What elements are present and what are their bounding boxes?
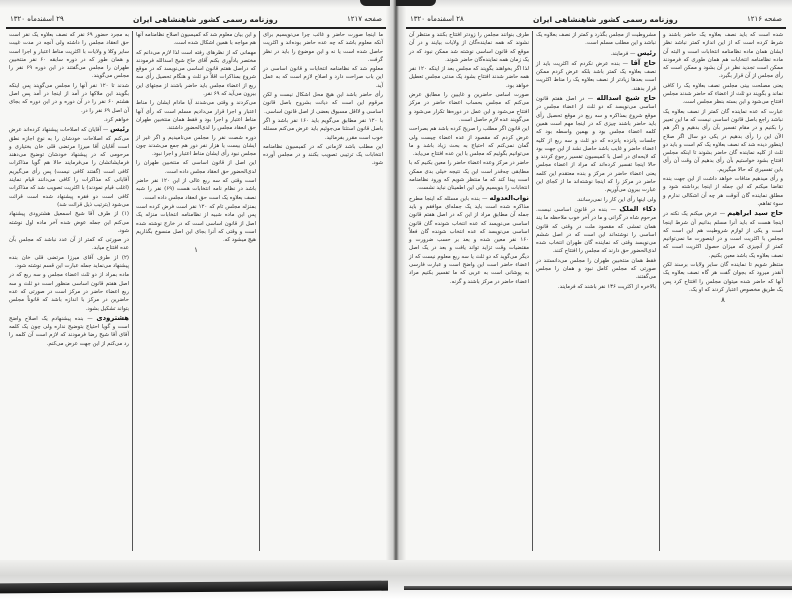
paragraph [136,49,256,99]
speaker-name: حاج شیخ اسدالله [596,94,656,103]
speaker-name: نواب‌العدوله [489,193,529,202]
page-number: ۱ [194,246,198,255]
scan-shadow [400,0,792,8]
paragraph-text: یعنی مصلحت بینی مجلس نصف بعلاوه یک را کافی نماند و بگویند دو ثلث از اعضاء که حاضر شدند مجلس افتتاح می‌شود و این بسته بنظر مجلس است. [663,82,783,106]
paragraph: حاج سید ابراهیم — عرض میکنم یک نکته در اینجا هست که باید آنرا مسلم بدانیم آن شرط اینجا است و یکی از لوازم شروطیت هم این است که مجلس با اکثریت است و در اینصورت ما نمی‌توانیم کمتر از آنچیزی که میزان حصول اکثریت است که نصف بعلاوه یک باشد معین بکنیم. [663,209,783,259]
column [133,31,260,551]
scan-edge [396,0,436,6]
paragraph [663,82,783,107]
paragraph [136,134,256,159]
scan-shadow [0,0,392,8]
column [533,31,660,551]
paragraph-text: و این بیان معلوم شد که کمیسیون اصلاح نظامنامه آنها هم مواجه با همین اشکال شده است. [136,32,256,47]
column [6,31,133,551]
paragraph-text: بنده عرض نکردم که اکثریت باید از نصف بعلاوه یک کمتر باشد بلکه عرض کردم ممکن است بعدها زیادتر از نصف بعلاوه یک را مناط اکثریت قرار بدهند. [536,60,656,92]
column [660,31,786,551]
paragraph-text: (۲) از طرف آقای میرزا مرتضی قلی خان بنده پیشنهاد می‌نماید جمله عبارت این قسم نوشته شود. [9,254,129,270]
speaker-name: حاج سید ابراهیم [727,209,783,218]
paragraph-text: این قانون اگر مطلب را صریح کرده باشد هم بصراحت عرض کردم که مقصود از عده اعضاء چیست ولی گمان نمی‌کنم که احتیاج به بحث زیاد باشد و ما می‌توانیم بگوئیم که مجلس با این عده افتتاح می‌یابد. [408,126,529,158]
paragraph [409,125,529,158]
paragraph-text: ماده بمراد از دو ثلث اعضاء مجلس و سه ربع که در اصل هفتم قانون اساسی منظور است دو ثلث و سه ربع اعضاء حاضر در مرکز است در صورتی که عده حاضرین در مرکز با اندازه باشد که قانوناً مجلس بتواند تشکیل بشود. [9,272,129,312]
paragraph: رئیس — فرمایند. [610,48,656,57]
right-page-header [406,12,786,26]
paragraph [9,210,129,235]
scan-edge [360,0,390,6]
speaker-name: هشترودی [96,313,129,322]
paragraph [263,65,383,90]
paragraph-text: معلوم شد که نظامنامه انتخابات و قانون اساسی در این باب صراحت دارد و اصلاح لازم است که به عمل آید. [263,66,383,89]
column [260,31,386,551]
speaker-name: رئیس [110,125,129,134]
paragraph [536,31,656,48]
paragraph [136,177,256,202]
paragraph [136,203,256,244]
paragraph: حاج آقا — بنده عرض نکردم که اکثریت باید از نصف بعلاوه یک کمتر باشد بلکه عرض کردم ممکن است بعدها زیادتر از نصف بعلاوه یک را مناط اکثریت قرار بدهند. [536,58,656,92]
book-gutter [386,0,406,599]
paragraph-text: خواهم کرد. [103,116,129,123]
paragraph [9,254,129,271]
paragraph-text: به مجرد حضور ۶۹ نفر که نصف بعلاوه یک نفر است حق انعقاد مجلس را داشته ولی آنچه در مدت غیبت سایر وکلا و ولایات با اکثریت مناط اعتبار و اجرا است و همان طور که در دوره سابقه ۶۰ نفر منتخبین طهران را مجلس می‌گفتند در این دوره ۶۹ نفر را مجلس می‌گویند. [9,32,130,80]
paragraph [536,283,656,291]
paragraph-text: عرض میکنم یک نکته در اینجا هست که باید آنرا مسلم بدانیم آن شرط اینجا است و یکی از لوازم شروطیت هم این است که مجلس با اکثریت است و در اینصورت ما نمی‌توانیم کمتر از آنچیزی که میزان حصول اکثریت است که نصف بعلاوه یک باشد معین بکنیم. [663,211,783,259]
column [406,31,533,551]
paragraph-text: این اصل از قانون اساسی که منتخبین طهران را لدی‌الحضور حق انعقاد مجلس داده است. [136,160,256,175]
issue-date: ۲۸ اسفندماه ۱۳۲۰ [410,15,464,23]
page-bottom-margin [0,560,792,599]
paragraph-text: عبارت که عده نماینده گان کمتر از نصف بعلاوه یک نباشد راجع باصل قانون اساسی نیست که ما این تعبیر را بکنیم و در مقام تفسیر بآن رأی بدهیم و اگر هم الآن این را رأی بدهیم در یکی دو سال اگر صلاح اینطور دیده شد که نصف بعلاوه یک کم است و باید دو ثلث از کلیه نماینده گان حاضر بشوند تا اینکه مجلس افتتاح بشود خواستیم بآن رأی بدهیم آن وقت آن رأی باین تفسیری که حالا میگیریم. [663,108,783,173]
issue-date: ۲۹ اسفندماه ۱۳۲۰ [10,15,64,23]
page-label: صفحه ۱۲۱۷ [346,15,382,23]
paragraph-text: ما اینجا صورت حاضر و غائب چرا می‌نویسیم برای آنکه معلوم باشد که چه عده حاضر بوده‌اند و اکثریت حاصل شده است یا نه و این موضوع را باید در نظر گرفت. [263,32,383,63]
right-page-columns [406,31,786,551]
paragraph [9,31,129,81]
paragraph-text: مهمانی که از نظرهای رفته است لذا لازم می‌دانم که مختصر یادآوری بکنم آقای حاج شیخ اسدالله فرمودند که دراصل هفتم قانون اساسی می‌نویسد که در موقع شروع بمذاکرات اقلاً دو ثلث و هنگام تحصیل رأی سه ربع از اعضاء مجلس باید حاضر باشند از مجتهای این بیرون می‌آید که ۶۹ نفر. [136,49,256,98]
paragraph [663,108,783,174]
left-page-columns [6,31,386,551]
paragraph [409,65,529,90]
paragraph [536,196,656,204]
paragraph-text: ولی اینها رأی این کار را نمی‌رسانند. [576,196,656,203]
scan-edge [404,586,792,590]
paragraph [663,175,783,208]
paragraph-text: بالاخره از اکثریت ۱۳۶ نفر باشند که فرمایند. [557,283,656,290]
paragraph-text: فقط همان منتخبین طهران را مجلس می‌دانستند در صورتی که مجلس کامل نبود و همان را مجلس می‌گفتند. [536,257,656,281]
publication-title: روزنامه رسمی کشور شاهنشاهی ایران [133,14,278,24]
paragraph: ذکاء الملک — بنده در قانون اساسی نیست. مرحوم شاه در گرانی و ما در آخر خوب ملاحظه ما یند همان تمشی که مقصود ملت در وقتی که قانون اساسی را نوشته‌اند این است که در اصل ششم می‌نویسد وقتی که نماینده گان طهران انتخاب شده لدی‌الحضور حق دارند که مجلس را افتتاح کنند. [536,204,656,255]
page-number: ۸ [721,296,725,305]
paragraph: رئیس — آقایان که اصلاحات پیشنهاد کرده‌اند عرض می‌کنم که اصلاحات خودشان را به نوع اجازه نطق است آقایان آقا میرزا مرتضی قلی خان بختیاری و مرحومی که در پیشنهاد خودشان توضیح می‌دهند فرمایشاتشان را می‌فرمایند حالا هم گویا مذاکرات کافی است (گفتند کافی نیست) پس رأی می‌گیریم آقایانی که مذاکرات را کافی می‌دانند قیام نمایند (اغلب قیام نمودند) با اکثریت تصویب شد که مذاکرات کافی است دو فقره پیشنهاد شده است قرائت می‌شود (بترتیب ذیل قرائت شد) [9,125,129,208]
paragraph [263,91,383,116]
paragraph [263,117,383,142]
paragraph-text: صورت اسامی حاضرین و غایبین را مطابق عرض می‌کنم که مجلس بحساب اعضاء حاضر در مرکز افتتاح می‌شود و این عمل در دوره‌ها تکرار می‌شود و می‌گویند عده لازم حاصل است. [409,92,529,123]
paragraph-text: رأی حاضر باشد این هیچ محل اشکال نیست و لکن مرقوم این است که دیانت بشروح باصل قانون اساسی و لااقل مسبوق بعضی از اصل قانون اساسی. [263,92,383,115]
paragraph-text: و رأی میدهیم منافات خواهد داشت از این جهت بنده تقاضا میکنم که این جمله از اینجا برداشته شود و مطلق نماینده گان آنوقت هر چه آن اشکالی ندارم و سوء تفاهم. [663,176,783,207]
paragraph-text: منتظر شویم تا نماینده گان سایر ولایات برسند لکن آنقدر میرود که بجوان گفت هر گاه نصف بعلاوه یک آنها که حاضر شده میتوان مجلس را افتتاح کرد پس یک طریق مخصوص اعتبار کردند که او یک. [663,262,783,293]
paragraph-text: بنده در قانون اساسی نیست. مرحوم شاه در گرانی و ما در آخر خوب ملاحظه ما یند همان تمشی که مقصود ملت در وقتی که قانون اساسی را نوشته‌اند این است که در اصل ششم می‌نویسد وقتی که نماینده گان طهران انتخاب شده لدی‌الحضور حق دارند که مجلس را افتتاح کنند. [536,206,656,255]
paragraph-text: در صورتی که کمتر از آن عدد نباشد که مجلس بآن عده افتتاح میابد. [9,237,129,252]
paragraph-text: بمنزله مجلس تام که ۱۲۰ نفر است فرض کرده است پس این ماده شبیه از نظامنامه انتخابات منزله یک اصل از قانون اساسی است که در خارج نوشته شده است و وقتی که آنرا بجای این اصل منسوخ بگذاریم هیچ میشود که. [136,203,256,244]
paragraph-text: دوره شصت نفر را مجلس می‌نامیدیم و اگر غیر از ایشان بیست یا هزار نفر دور هم جمع می‌شدند چون مجلس نبود رأی ایشان مناط اعتبار و اجرا نبود. [136,134,256,158]
paragraph [9,236,129,253]
header-rule [406,27,786,29]
paragraph: حاج شیخ اسدالله — در اصل هفتم قانون اساسی می‌نویسد که دو ثلث از اعضاء مجلس در موقع شروع بمذاکره و سه ربع در موقع تحصیل رأی باید حاضر باشند چیزی که در اینجا مهم است همین کلمه اعضاء مجلس بود و بهمین واسطه بود که جلسات پانزده پانزده که دو ثلث و سه ربع از کلیه اعضاء حاضر و غایب باشد حاصل نشد از این جهت بود که لایحه‌ای در اصل با کمیسیون تفسیر رجوع کردند و حالا اینجا تفسیر کرده‌اند که مراد از اعضاء مجلس یعنی اعضاء حاضر در مرکز و بنده معتقدم این کلمه حاضر در مرکز را که اینجا نوشته‌اند ما از کجای این عبارت بیرون می‌آوریم. [536,94,656,194]
paragraph-text: لذا اگر بخواهند بگویند که مجلس بعد از اینکه ۱۲۰ نفر همه حاضر شدند افتتاح بشود یک مدتی مجلس تعطیل خواهد بود. [409,66,529,89]
paragraph [409,31,529,64]
paragraph [9,82,129,115]
paragraph [409,91,529,124]
paragraph-text: این مطلب باشد لازمانی که در کمیسیون نظامنامه انتخابات یک ترتیبی تصویب بکنند و در مجلس آورده شود. [263,143,383,167]
paragraph: هشترودی — بنده پیشنهادم یک اصلاح واضح است و گویا احتیاج بتوضیح نداره ولی چون یک کلمه آقای آقا شیخ رضا فرمودند که لازم است آن کلمه را رد می‌کنم از این جهت عرض می‌کنم. [9,313,129,347]
paragraph-text: شده است که باید نصف بعلاوه یک حاضر باشند و شرط کرده است که از این اندازه کمتر نباشد نظر ایشان همان ماده نظامنامه انتخابات است و البته آن ماده نظامنامه انتخابات هم همان طوری که فرمودند ممکن است تجدید نظر در آن بشود و ممکن است که رأی مجلس از آن قرار بگیرد. [663,32,783,80]
paragraph [263,143,383,168]
paragraph [136,99,256,132]
speaker-name: ذکاء الملک [619,204,656,213]
paragraph-text: حاضر در مرکز وعده اعضاء حاضر را معین بکنیم که با مطابقی چه‌قدر است این یک نتیجه خیلی بدی ممکن است پیدا کند که ما منتظر شویم که ورود نظامنامه انتخابات را بنویسیم ولی این اطمینان نباید نشست. [409,160,529,192]
paragraph-text: مشروطیت از مجلس بگذرد و کمتر از نصف بعلاوه یک نباشد و این مطلب مسلم است. [536,32,656,47]
paragraph [9,116,129,124]
paragraph [263,31,383,64]
speaker-name: رئیس [637,48,656,57]
left-page-header [6,12,386,26]
paragraph-text: فرمایند. [610,50,629,57]
paragraph [663,31,783,81]
right-page [400,0,792,560]
paragraph [663,261,783,294]
publication-title: روزنامه رسمی کشور شاهنشاهی ایران [533,14,678,24]
paragraph [409,159,529,192]
paragraph-text: است وقتی که سه ربع عالی از این ۱۲۰ نفر حاضر باشد در نظام نامه انتخابات هست (۶۹) نفر را شبه نصف بعلاوه یک است حق انعقاد مجلس داده است. [136,178,256,201]
paragraph-text: شدند تا ۱۲۰ نفر آنها را مجلس می‌گویند پس اینکه بگویند این ملاکها در آمد از اینجا در آمد پس اصل هشتم ۶۰ نفر را در آن دوره و در این دوره که بجای آن اصل ۶۹ نفر را در. [9,82,129,114]
paragraph-text: آقایان که اصلاحات پیشنهاد کرده‌اند عرض می‌کنم که اصلاحات خودشان را به نوع اجازه نطق است آقایان آقا میرزا مرتضی قلی خان بختیاری و مرحومی که در پیشنهاد خودشان توضیح می‌دهند فرمایشاتشان را می‌فرمایند حالا هم گویا مذاکرات کافی است (گفتند کافی نیست) پس رأی می‌گیریم آقایانی که مذاکرات را کافی می‌دانند قیام نمایند (اغلب قیام نمودند) با اکثریت تصویب شد که مذاکرات کافی است دو فقره پیشنهاد شده است قرائت می‌شود (بترتیب ذیل قرائت شد) [9,127,129,208]
speaker-name: حاج آقا [630,58,656,67]
paragraph-text: می‌کردند و وقتی می‌شدند آیا مادام ایشان را مناط اعتبار و اجرا قرار می‌دادیم مسلم است که رأی آنها مناط اعتبار و اجرا بود و فقط همان منتخبین طهران حق انعقاد مجلس را لدی‌الحضور داشتند. [136,100,256,132]
paragraph-text: (۱) از طرف آقا شیخ اسمعیل هشترودی پیشنهاد می‌کنم این جمله عوض شده آخر ماده اول نوشته شود. [9,211,129,234]
paragraph-text: بنده پیشنهادم یک اصلاح واضح است و گویا احتیاج بتوضیح نداره ولی چون یک کلمه آقای آقا شیخ رضا فرمودند که لازم است آن کلمه را رد می‌کنم از این جهت عرض می‌کنم. [9,315,129,347]
paragraph-text: طرف بنوانند مجلس را زودتر افتتاح بکنند و منتظر آن نشوند که همه نماینده‌گان از ولایات بیایند و در آن موقع که قانون اساسی نوشته شد ممکن نبود که در یک زمان همه نماینده‌گان حاضر شوند. [409,32,529,63]
paragraph-text: در اصل هفتم قانون اساسی می‌نویسد که دو ثلث از اعضاء مجلس در موقع شروع بمذاکره و سه ربع در موقع تحصیل رأی باید حاضر باشند چیزی که در اینجا مهم است همین کلمه اعضاء مجلس بود و بهمین واسطه بود که جلسات پانزده پانزده که دو ثلث و سه ربع از کلیه اعضاء حاضر و غایب باشد حاصل نشد از این جهت بود که لایحه‌ای در اصل با کمیسیون تفسیر رجوع کردند و حالا اینجا تفسیر کرده‌اند که مراد از اعضاء مجلس یعنی اعضاء حاضر در مرکز و بنده معتقدم این کلمه حاضر در مرکز را که اینجا نوشته‌اند ما از کجای این عبارت بیرون می‌آوریم. [536,96,656,194]
paragraph: نواب‌العدوله — بنده باین مسئله که اینجا مطرح مذاکره شده است باید یک جمله‌ای موافقم و باید جمله آن مطابق مراد از این که در اصل هفتم قانون اساسی می‌نویسد که عده انتخاب شونده گان قانون اساسی می‌نویسد که عده انتخاب شونده گان فعلاً ۱۶۰ نفر معین شده و بعد بر حسب ضرورت و مقتضیات وقت تزاید تواند یافت و بعد در یک اصل دیگر می‌گوید که دو ثلث یا سه ربع معلوم نیست که از اعضاء حاضر است این واضح است و عبارت فارسی به پوشانی است به عربی که ما تفسیر بکنیم مراد اعضاء حاضر در مرکز باشند و گرنه. [409,193,529,285]
header-rule [6,27,386,29]
paragraph [136,159,256,176]
left-page [0,0,392,560]
paragraph [9,271,129,312]
paragraph-text: بنده باین مسئله که اینجا مطرح مذاکره شده است باید یک جمله‌ای موافقم و باید جمله آن مطابق مراد از این که در اصل هفتم قانون اساسی می‌نویسد که عده انتخاب شونده گان قانون اساسی می‌نویسد که عده انتخاب شونده گان فعلاً ۱۶۰ نفر معین شده و بعد بر حسب ضرورت و مقتضیات وقت تزاید تواند یافت و بعد در یک اصل دیگر می‌گوید که دو ثلث یا سه ربع معلوم نیست که از اعضاء حاضر است این واضح است و عبارت فارسی به پوشانی است به عربی که ما تفسیر بکنیم مراد اعضاء حاضر در مرکز باشند و گرنه. [409,195,529,285]
paragraph [136,31,256,48]
paragraph-text: با ۱۲۰ نفر مطابق می‌گویم باید ۱۶۰ نفر باشد و اگر باصل قانون استثنا می‌جوئیم باید عرض می‌کنم مسئله خوب است مقرر بفرمائید. [263,117,384,141]
paragraph [536,257,656,282]
page-label: صفحه ۱۲۱۶ [746,15,782,23]
